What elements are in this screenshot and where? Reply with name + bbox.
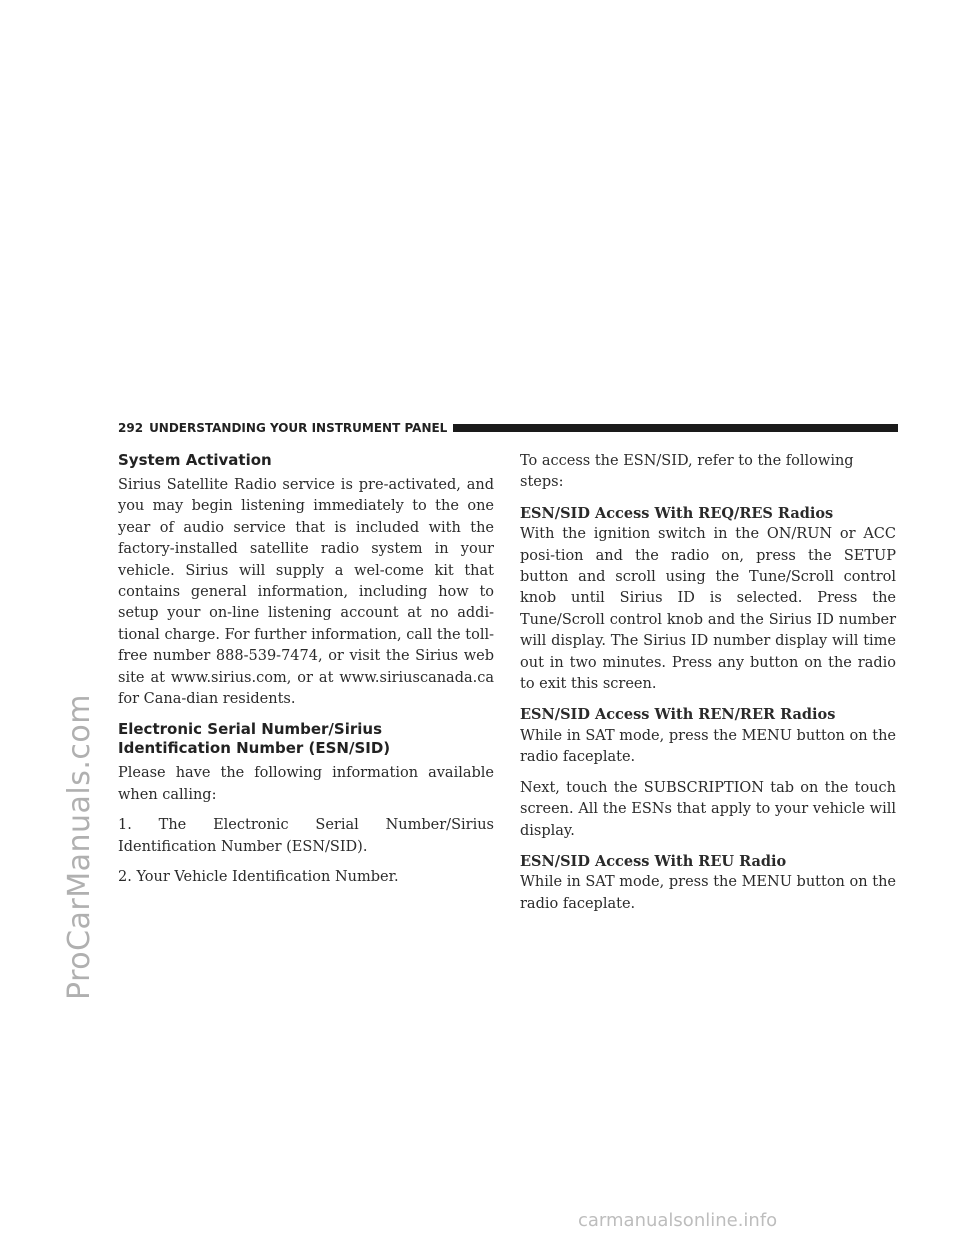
paragraph-access-intro: To access the ESN/SID, refer to the following steps: bbox=[520, 453, 854, 491]
paragraph-ren-rer: While in SAT mode, press the MENU button on the radio faceplate. bbox=[520, 727, 896, 766]
heading-system-activation: System Activation bbox=[118, 451, 272, 469]
subheading-req-res: ESN/SID Access With REQ/RES Radios bbox=[520, 504, 834, 522]
chapter-title: UNDERSTANDING YOUR INSTRUMENT PANEL bbox=[149, 421, 448, 435]
header-rule bbox=[453, 424, 898, 432]
list-item-vin: 2. Your Vehicle Identification Number. bbox=[118, 869, 399, 886]
right-column bbox=[520, 451, 896, 924]
subheading-ren-rer: ESN/SID Access With REN/RER Radios bbox=[520, 706, 836, 724]
paragraph-req-res: With the ignition switch in the ON/RUN or ACC posi-tion and the radio on, press the SETUP button and scroll using the Tune/Scroll control knob until Sirius ID is selected. Press the Tune/Scroll control knob and the Sirius ID number will display. The Sirius ID number display will time out in two minutes. Press any button on the radio to exit this screen. bbox=[520, 526, 896, 693]
paragraph-subscription: Next, touch the SUBSCRIPTION tab on the touch screen. All the ESNs that apply to your vehicle will display. bbox=[520, 779, 896, 839]
watermark-bottom: carmanualsonline.info bbox=[578, 1210, 778, 1231]
paragraph-system-activation: Sirius Satellite Radio service is pre-activated, and you may begin listening immediately to the one year of audio service that is included with the factory-installed satellite radio system in your vehicle. Sirius will supply a wel-come kit that contains general information, including how to setup your on-line listening account at no addi-tional charge. For further information, call the toll-free number 888-539-7474, or visit the Sirius web site at www.sirius.com, or at www.siriuscanada.ca for Cana-dian residents. bbox=[118, 477, 494, 708]
subheading-reu: ESN/SID Access With REU Radio bbox=[520, 852, 787, 870]
heading-esn-sid: Electronic Serial Number/Sirius Identification Number (ESN/SID) bbox=[118, 720, 391, 758]
watermark-side: ProCarManuals.com bbox=[62, 693, 97, 1000]
list-item-esn: 1. The Electronic Serial Number/Sirius Identification Number (ESN/SID). bbox=[118, 817, 494, 855]
page-number: 292 bbox=[118, 421, 144, 435]
paragraph-have-info: Please have the following information available when calling: bbox=[118, 765, 494, 803]
left-column bbox=[118, 451, 494, 898]
page-header bbox=[118, 421, 898, 435]
paragraph-reu: While in SAT mode, press the MENU button on the radio faceplate. bbox=[520, 874, 896, 912]
